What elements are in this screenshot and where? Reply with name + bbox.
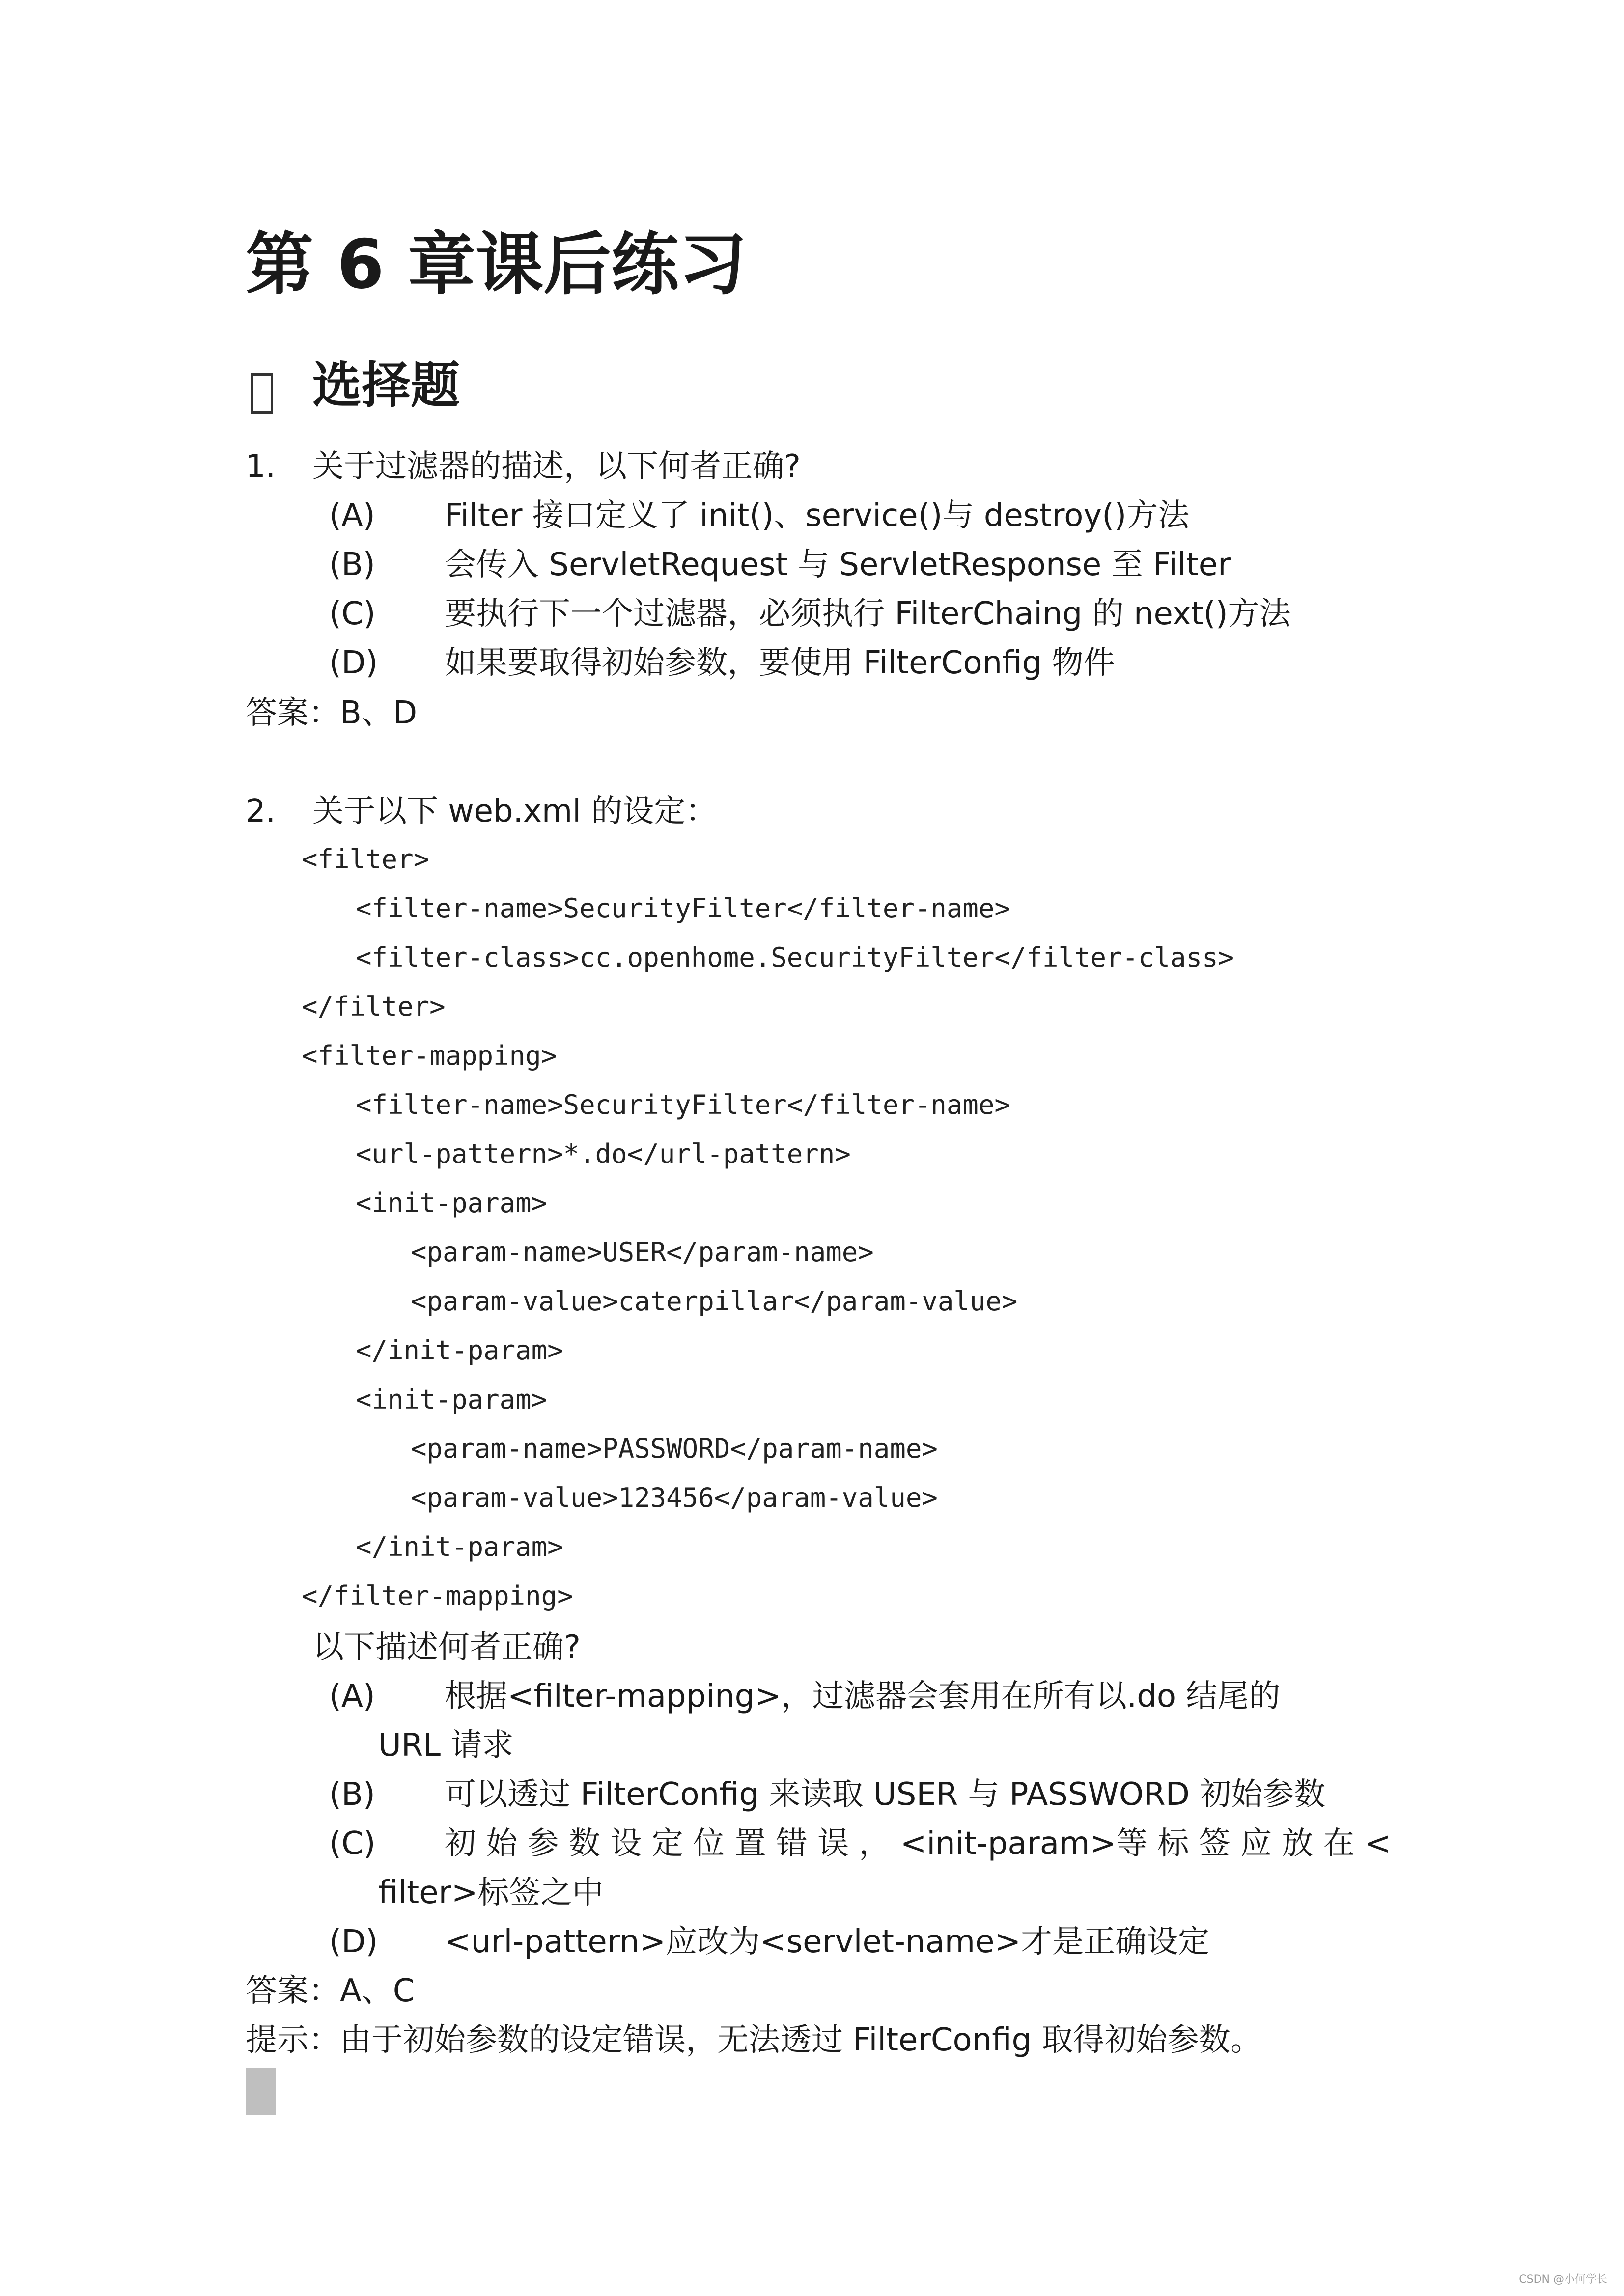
text-cursor[interactable] (246, 2068, 276, 2115)
question-2-stem: 关于以下 web.xml 的设定： (312, 793, 717, 830)
question-2-substem: 以下描述何者正确? (312, 1629, 581, 1665)
q2-option-b-text: 可以透过 FilterConfig 来读取 USER 与 PASSWORD 初始参数 (445, 1776, 1326, 1813)
q2-answer: 答案：A、C (246, 1973, 415, 2009)
watermark: CSDN @小何学长 (1519, 2273, 1607, 2286)
q2-option-a-label: (A) (329, 1678, 375, 1715)
q2-option-a-cont: URL 请求 (378, 1727, 514, 1764)
code-line: <filter> (302, 844, 430, 875)
q2-option-c-cont: filter>标签之中 (378, 1875, 604, 1911)
code-line: </init-param> (356, 1531, 563, 1562)
q2-option-d-text: <url-pattern>应改为<servlet-name>才是正确设定 (445, 1924, 1210, 1960)
checkbox-icon (251, 373, 273, 414)
q1-option-a-text: Filter 接口定义了 init()、service()与 destroy()方法 (445, 498, 1190, 534)
q1-option-d-label: (D) (329, 645, 378, 681)
code-line: <url-pattern>*.do</url-pattern> (356, 1138, 851, 1169)
code-line: <filter-class>cc.openhome.SecurityFilter</filter-class> (356, 942, 1234, 973)
q1-option-b-text: 会传入 ServletRequest 与 ServletResponse 至 Filter (445, 547, 1231, 583)
code-line: <param-name>USER</param-name> (411, 1237, 874, 1268)
q2-option-d-label: (D) (329, 1924, 378, 1960)
code-line: <init-param> (356, 1188, 548, 1218)
q2-option-b-label: (B) (329, 1776, 375, 1813)
code-line: <param-name>PASSWORD</param-name> (411, 1433, 938, 1464)
question-1-stem: 关于过滤器的描述，以下何者正确? (312, 448, 801, 485)
code-line: <filter-name>SecurityFilter</filter-name> (356, 1089, 1010, 1120)
question-1-number: 1. (246, 448, 276, 485)
code-line: </filter-mapping> (302, 1580, 573, 1611)
code-line: </filter> (302, 991, 446, 1022)
q2-option-c-text: 初 始 参 数 设 定 位 置 错 误 ， <init-param>等 标 签 应 放 在 < (445, 1826, 1391, 1862)
q1-option-a-label: (A) (329, 498, 375, 534)
q2-hint: 提示：由于初始参数的设定错误，无法透过 FilterConfig 取得初始参数。 (246, 2022, 1262, 2058)
section-title: 选择题 (312, 357, 460, 414)
code-line: <filter-mapping> (302, 1040, 558, 1071)
code-line: </init-param> (356, 1335, 563, 1366)
code-line: <param-value>caterpillar</param-value> (411, 1286, 1018, 1317)
q1-answer: 答案：B、D (246, 695, 418, 731)
code-line: <init-param> (356, 1384, 548, 1415)
q2-option-c-label: (C) (329, 1826, 376, 1862)
code-line: <param-value>123456</param-value> (411, 1482, 938, 1513)
chapter-title: 第 6 章课后练习 (246, 225, 747, 304)
question-2-number: 2. (246, 793, 276, 830)
q1-option-b-label: (B) (329, 547, 375, 583)
q1-option-c-text: 要执行下一个过滤器，必须执行 FilterChaing 的 next()方法 (445, 596, 1291, 632)
q1-option-c-label: (C) (329, 596, 376, 632)
code-line: <filter-name>SecurityFilter</filter-name> (356, 893, 1010, 924)
q2-option-a-text: 根据<filter-mapping>，过滤器会套用在所有以.do 结尾的 (445, 1678, 1281, 1715)
q1-option-d-text: 如果要取得初始参数，要使用 FilterConfig 物件 (445, 645, 1115, 681)
